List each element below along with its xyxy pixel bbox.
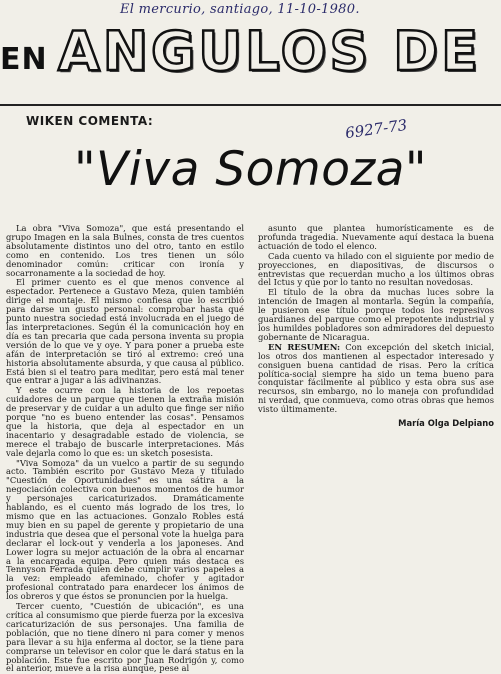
section-prefix: EN: [0, 42, 48, 77]
resumen-lead: EN RESUMEN:: [268, 341, 341, 352]
article-paragraph: "Viva Somoza" da un vuelco a partir de su segundo acto. También escrito por Gustavo Meza y titulado "Cuestión de Oportunidades" es una sátira a la negociación colectiva con buenos momentos de humor y personajes caricaturizados. Dramáticamente hablando, es el cuento más logrado de los tres, lo mismo que en las actuaciones. Gonzalo Robles está muy bien en su papel de gerente y propietario de una industria que desea que el personal vote la huelga para declarar el lock-out y venderla a los japoneses. And Lower logra su mejor actuación de la obra al encarnar a la encargada equipa. Pero quien más destaca es Tennyson Ferrada quien debe cumplir varios papeles a la vez: empleado afeminado, chofer y agitador profesional contratado para enardecer los ánimos de los obreros y que éstos se pronuncien por la huelga.: [6, 457, 244, 602]
handwritten-source-note: El mercurio, santiago, 11-10-1980.: [120, 2, 360, 17]
article-paragraph: Y este ocurre con la historia de los repoetas cuidadores de un parque que tienen la extraña misión de preservar y de cuidar a un adulto que finge ser niño porque "no es bueno entender las cosas". Pensamos que la historia, que deja al espectador en un inacentario y desagradable estado de violencia, se merece el trabajo de buscarle interpretaciones. Más vale dejarla como lo que es: un sketch posesista.: [6, 385, 244, 458]
resumen-body: Con excepción del sketch inicial, los otros dos mantienen al espectador interesado y consiguen buena cantidad de risas. Pero la crítica política-social siempre ha sido un tema bueno para conquistar fácilmente al público y esta obra sus ase recursos, sin embargo, no lo maneja con profundidad ni verdad, que conmueva, como otras obras que hemos visto últimamente.: [258, 341, 494, 415]
article-paragraph: El primer cuento es el que menos convence al espectador. Pertenece a Gustavo Meza, quien también dirige el montaje. El mismo confiesa que lo escribió para darse un gusto personal: comprobar hasta qué punto nuestra sociedad está involucrada en el juego de las interpretaciones. Según él la comunicación hoy en día es tan precaria que cada persona inventa su propia versión de lo que ve y oye. Y para poner a prueba este afán de interpretación se tiró al extremo: creó una historia absolutamente absurda, y que causa al público. Está bien si el teatro para meditar, pero está mal tener que entrar a jugar a las adivinanzas.: [6, 277, 244, 386]
article-paragraph: Tercer cuento, "Cuestión de ubicación", es una crítica al consumismo que pierde fuerza por la excesiva caricaturización de sus personajes. Una familia de población, que no tiene dinero ni para comer y menos para llevar a su hija enferma al doctor, se la tiene para comprarse un televisor en color que le dará status en la población. Este fue escrito por Juan Rodrigón y, como el anterior, mueve a la risa aunque, pese al: [6, 601, 244, 674]
article-paragraph: La obra "Viva Somoza", que está presentando el grupo Imagen en la sala Bulnes, consta de tres cuentos absolutamente distintos uno del otro, tanto en estilo como en contenido. Los tres tienen un sólo denominador común: criticar con ironía y socarronamente a la sociedad de hoy.: [6, 223, 244, 278]
article-paragraph: Cada cuento va hilado con el siguiente por medio de proyecciones, en diapositivas, de discursos o entrevistas que recuerdan mucho a los últimos obras del Ictus y que por lo tanto no resultan novedosas.: [258, 250, 494, 288]
handwritten-file-number: 6927-73: [344, 115, 409, 143]
article-headline: "Viva Somoza": [73, 142, 428, 197]
section-header: [0, 14, 501, 100]
article-paragraph: El título de la obra da muchas luces sobre la intención de Imagen al montarla. Según la compañía, le pusieron ese título porque todos los represivos guardianes del parque como el prepotente industrial y los humildes pobladores son admiradores del depuesto gobernante de Nicaragua.: [258, 287, 494, 342]
article-paragraph-resumen: [258, 343, 494, 414]
header-rule: [0, 104, 501, 106]
article-column-right: [258, 224, 494, 428]
article-kicker: WIKEN COMENTA:: [26, 114, 154, 128]
article-paragraph: asunto que plantea humorísticamente es de profunda tragedia. Nuevamente aquí destaca la buena actuación de todo el elenco.: [258, 223, 494, 251]
article-column-left: [6, 224, 244, 674]
section-title: ANGULOS DE: [58, 20, 481, 83]
article-byline: María Olga Delpiano: [398, 418, 494, 429]
